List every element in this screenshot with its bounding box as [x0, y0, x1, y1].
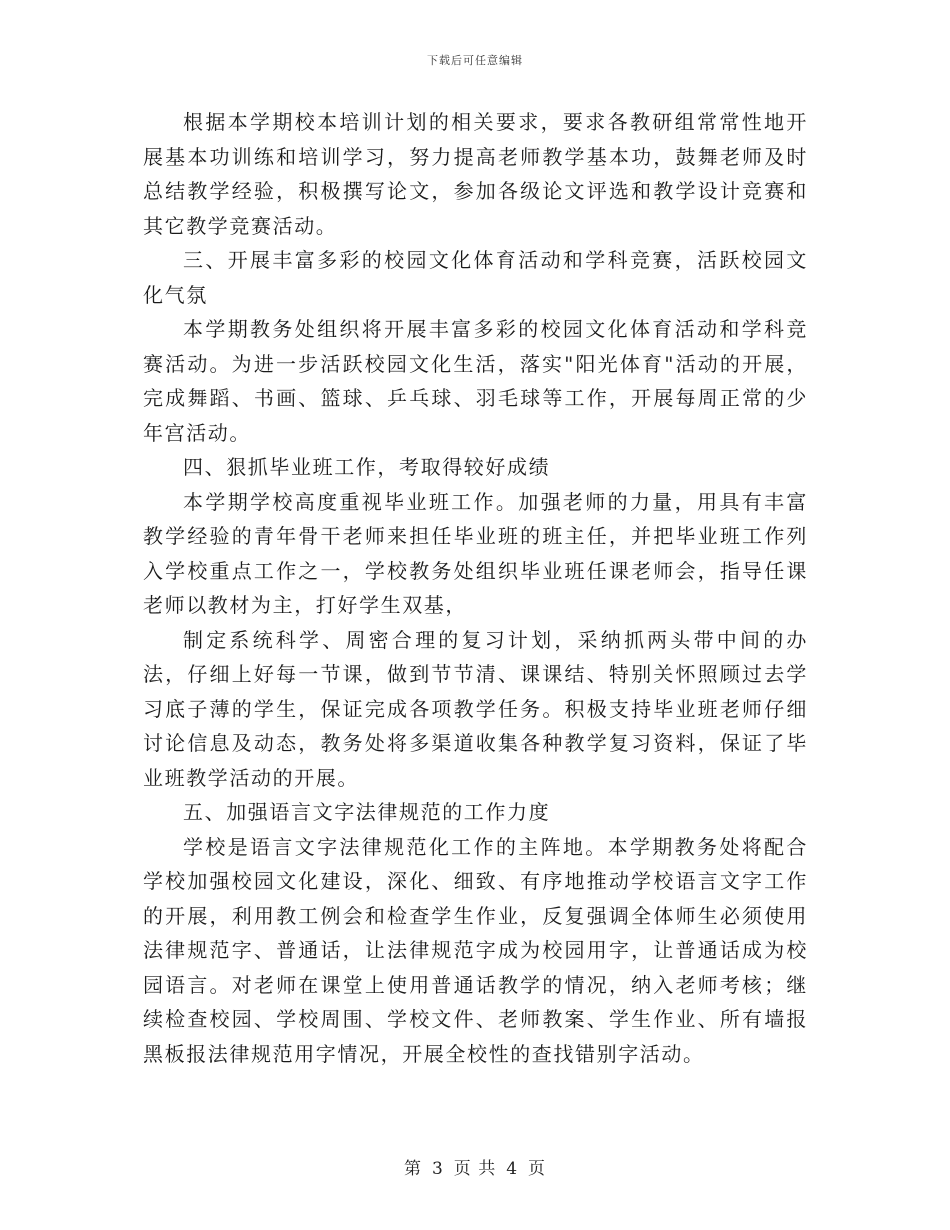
- footer-total-pages: 4: [506, 1159, 519, 1179]
- page-footer: [0, 1154, 950, 1179]
- paragraph-language-standards: 学校是语言文字法律规范化工作的主阵地。本学期教务处将配合学校加强校园文化建设，深化、细致、有序地推动学校语言文字工作的开展，利用教工例会和检查学生作业，反复强调全体师生必须使用法律规范字、普通话，让法律规范字成为校园用字，让普通话成为校园语言。对老师在课堂上使用普通话教学的情况，纳入老师考核；继续检查校园、学校周围、学校文件、老师教案、学生作业、所有墙报黑板报法律规范用字情况，开展全校性的查找错别字活动。: [143, 834, 808, 1066]
- footer-page-number: 3: [431, 1159, 444, 1179]
- paragraph-culture-activities: 本学期教务处组织将开展丰富多彩的校园文化体育活动和学科竞赛活动。为进一步活跃校园文化生活，落实"阳光体育"活动的开展，完成舞蹈、书画、篮球、乒乓球、羽毛球等工作，开展每周正常的少年宫活动。: [143, 317, 808, 445]
- footer-middle: 页 共: [453, 1159, 497, 1179]
- section-heading-5: 五、加强语言文字法律规范的工作力度: [183, 800, 551, 824]
- paragraph-graduating-class: 本学期学校高度重视毕业班工作。加强老师的力量，用具有丰富教学经验的青年骨干老师来担任毕业班的班主任，并把毕业班工作列入学校重点工作之一，学校教务处组织毕业班任课老师会，指导任课老师以教材为主，打好学生双基，: [143, 489, 808, 617]
- paragraph-review-plan: 制定系统科学、周密合理的复习计划，采纳抓两头带中间的办法，仔细上好每一节课，做到节节清、课课结、特别关怀照顾过去学习底子薄的学生，保证完成各项教学任务。积极支持毕业班老师仔细讨论信息及动态，教务处将多渠道收集各种教学复习资料，保证了毕业班教学活动的开展。: [143, 627, 808, 790]
- footer-suffix: 页: [528, 1159, 547, 1179]
- paragraph-training: 根据本学期校本培训计划的相关要求，要求各教研组常常性地开展基本功训练和培训学习，努力提高老师教学基本功，鼓舞老师及时总结教学经验，积极撰写论文，参加各级论文评选和教学设计竞赛和其它教学竞赛活动。: [143, 110, 808, 238]
- footer-prefix: 第: [403, 1159, 422, 1179]
- section-heading-3: 三、开展丰富多彩的校园文化体育活动和学科竞赛，活跃校园文化气氛: [143, 248, 808, 307]
- page-header: 下载后可任意编辑: [427, 54, 523, 67]
- document-body: [143, 105, 808, 1071]
- section-heading-4: 四、狠抓毕业班工作，考取得较好成绩: [183, 455, 551, 479]
